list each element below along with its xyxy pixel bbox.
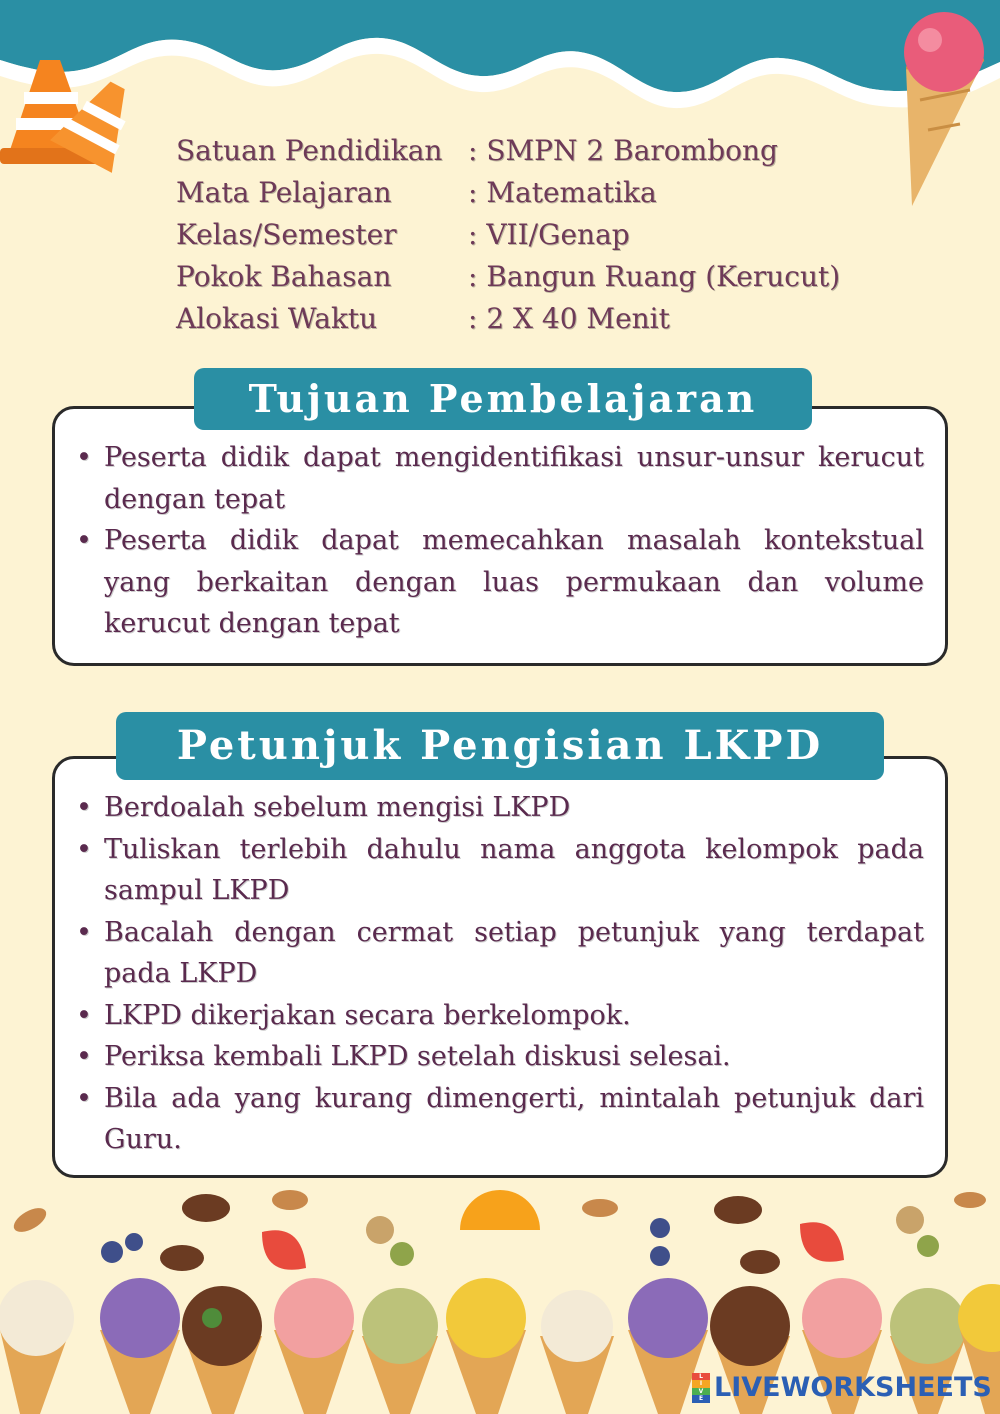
list-item: • Bila ada yang kurang dimengerti, mintalah petunjuk dari Guru. — [76, 1078, 924, 1161]
watermark-text: LIVEWORKSHEETS — [714, 1372, 992, 1403]
info-value: : Bangun Ruang (Kerucut) — [468, 260, 841, 293]
ice-cream-cone-icon — [182, 1286, 262, 1414]
info-row — [176, 172, 840, 214]
info-label: Pokok Bahasan — [176, 260, 392, 293]
list-item: • LKPD dikerjakan secara berkelompok. — [76, 995, 924, 1037]
toppings-decoration — [10, 1190, 986, 1274]
info-label: Mata Pelajaran — [176, 176, 392, 209]
info-label: Alokasi Waktu — [176, 302, 378, 335]
list-item: • Bacalah dengan cermat setiap petunjuk yang terdapat pada LKPD — [76, 912, 924, 995]
info-label: Kelas/Semester — [176, 218, 397, 251]
info-row — [176, 298, 840, 340]
logo-letter: I — [692, 1380, 710, 1388]
info-row — [176, 130, 840, 172]
ice-cream-cone-icon — [904, 12, 984, 206]
identity-info — [176, 130, 840, 340]
list-item: • Periksa kembali LKPD setelah diskusi selesai. — [76, 1036, 924, 1078]
list-item: • Berdoalah sebelum mengisi LKPD — [76, 787, 924, 829]
ice-cream-cone-icon — [274, 1278, 354, 1414]
logo-letter: V — [692, 1388, 710, 1396]
logo-letter: L — [692, 1373, 710, 1381]
info-row — [176, 256, 840, 298]
ice-cream-cone-icon — [362, 1288, 438, 1414]
petunjuk-title: Petunjuk Pengisian LKPD — [116, 712, 884, 780]
info-label: Satuan Pendidikan — [176, 134, 443, 167]
petunjuk-list — [76, 787, 924, 1161]
info-value: : Matematika — [468, 176, 657, 209]
info-value: : VII/Genap — [468, 218, 630, 251]
ice-cream-cone-icon — [540, 1290, 614, 1414]
list-item: • Tuliskan terlebih dahulu nama anggota kelompok pada sampul LKPD — [76, 829, 924, 912]
ice-cream-cone-icon — [0, 1280, 74, 1414]
logo-letter: E — [692, 1395, 710, 1403]
liveworksheets-logo-icon — [692, 1373, 710, 1403]
list-item: • Peserta didik dapat memecahkan masalah kontekstual yang berkaitan dengan luas permukaan dan volume kerucut dengan tepat — [76, 520, 924, 645]
info-value: : SMPN 2 Barombong — [468, 134, 778, 167]
info-row — [176, 214, 840, 256]
tujuan-list — [76, 437, 924, 645]
ice-cream-cone-icon — [100, 1278, 180, 1414]
list-item: • Peserta didik dapat mengidentifikasi unsur-unsur kerucut dengan tepat — [76, 437, 924, 520]
liveworksheets-watermark[interactable] — [692, 1372, 992, 1403]
info-value: : 2 X 40 Menit — [468, 302, 670, 335]
ice-cream-cone-icon — [446, 1278, 526, 1414]
tujuan-title: Tujuan Pembelajaran — [194, 368, 812, 430]
